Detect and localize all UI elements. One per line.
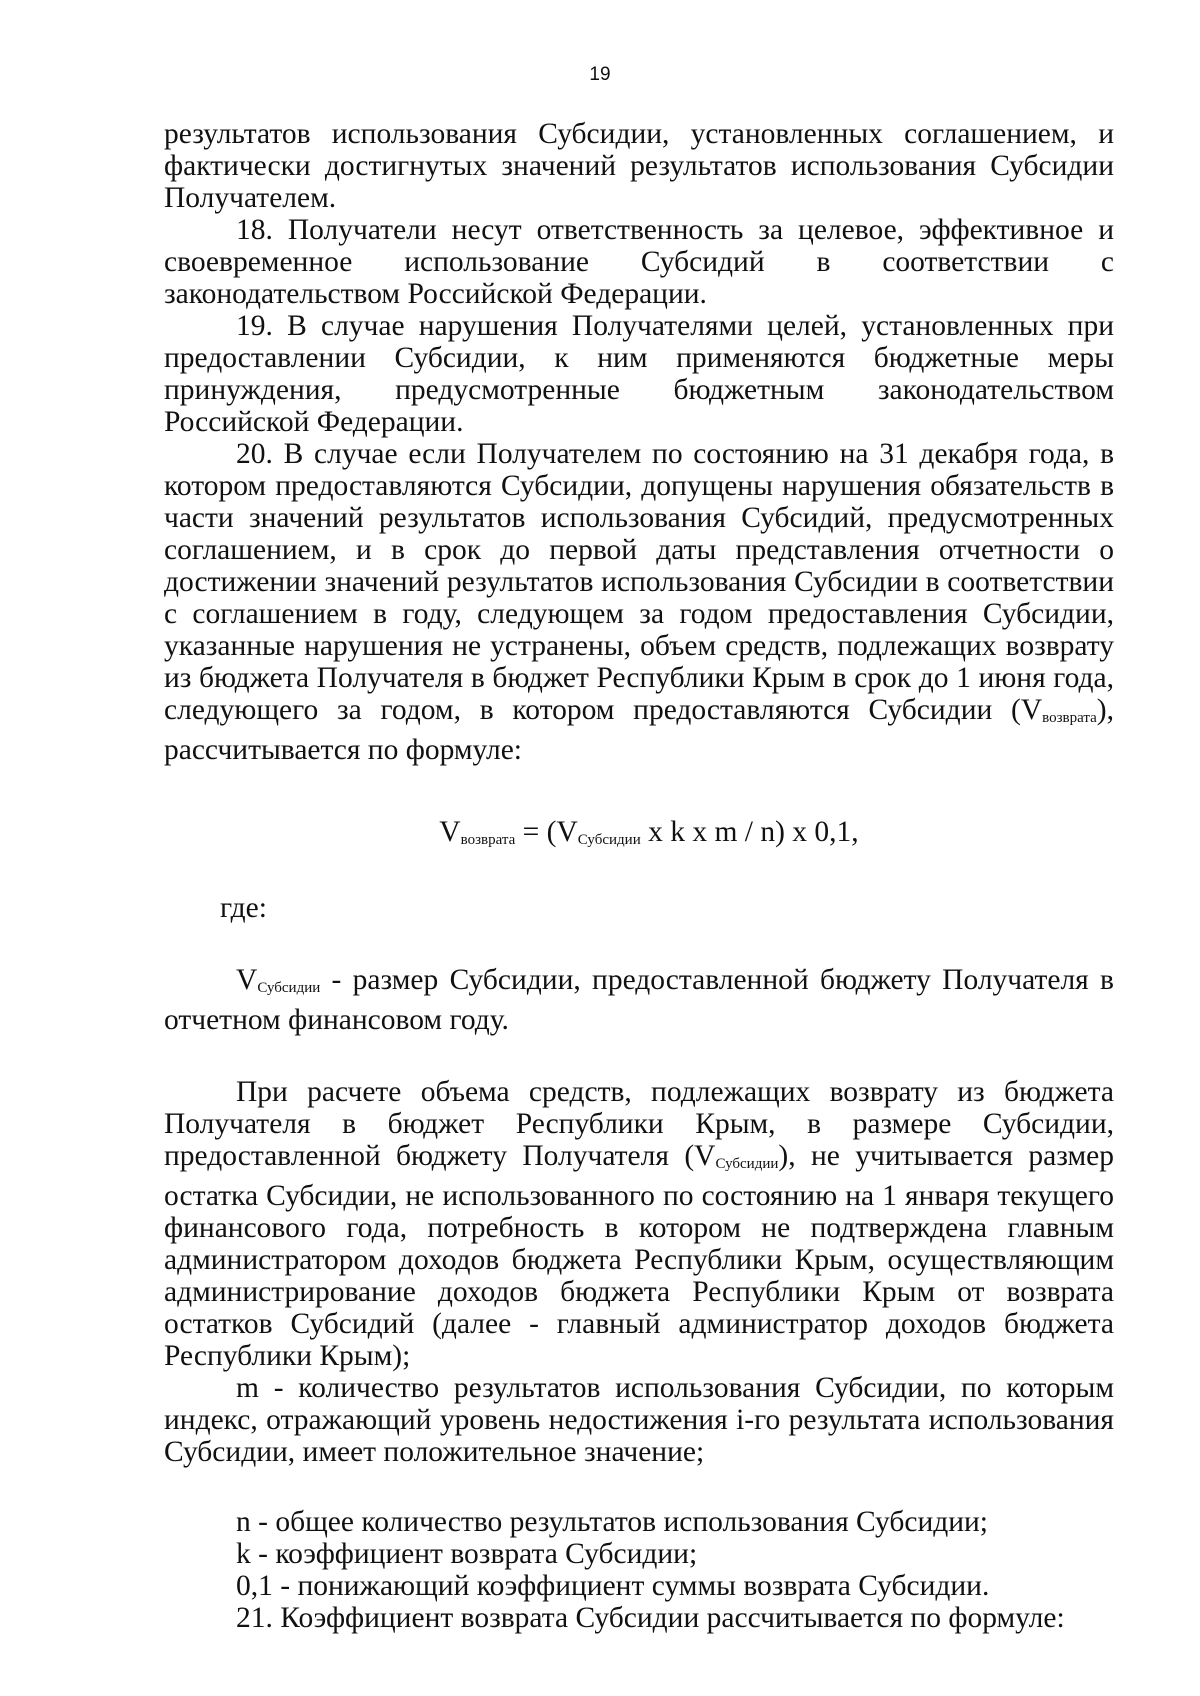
list-item-k: k - коэффициент возврата Субсидии; — [236, 1538, 698, 1570]
paragraph-20 — [164, 438, 1114, 766]
paragraph-20-subscript: возврата — [1042, 710, 1097, 726]
calc-start: При расчете объема средств, подлежащих возврату из бюджета Получателя в бюджет Республики Крым, в размере Субсидии, предоставленной бюджету Получателя (V — [164, 1076, 1114, 1172]
list-item-n: n - общее количество результатов использования Субсидии; — [236, 1506, 989, 1538]
paragraph-18: 18. Получатели несут ответственность за целевое, эффективное и своевременное использование Субсидий в соответствии с законодательством Российской Федерации. — [164, 214, 1114, 310]
return-formula — [164, 816, 1114, 856]
paragraph-20-tail: ), рассчитывается по формуле: — [164, 694, 1114, 766]
list-item-coef: 0,1 - понижающий коэффициент суммы возврата Субсидии. — [236, 1570, 990, 1602]
calc-end: ), не учитывается размер остатка Субсидии, не использованного по состоянию на 1 января текущего финансового года, потребность в котором не подтверждена главным администратором доходов бюджета Республики Крым, осуществляющим администрирование доходов бюджета Республики Крым от возврата остатков Субсидий (далее - главный администратор доходов бюджета Республики Крым); — [164, 1140, 1114, 1372]
definitions-list — [164, 1506, 1114, 1634]
vsub-v: V — [236, 964, 258, 996]
paragraph-19: 19. В случае нарушения Получателями целей, установленных при предоставлении Субсидии, к ним применяются бюджетные меры принуждения, предусмотренные бюджетным законодательством Российской Федерации. — [164, 310, 1114, 438]
calc-subscript: Субсидии — [715, 1156, 779, 1172]
vsub-definition — [164, 964, 1114, 1036]
formula-rest: x k x m / n) x 0,1, — [640, 816, 859, 848]
where-label: где: — [220, 892, 267, 924]
formula-v-subscript: возврата — [460, 832, 516, 848]
paragraph-20-text: 20. В случае если Получателем по состоянию на 31 декабря года, в котором предоставляются Субсидии, допущены нарушения обязательств в части значений результатов использования Субсидий, предусмотренных соглашением, и в срок до первой даты представления отчетности о достижении значений результатов использования Субсидии в соответствии с соглашением в году, следующем за годом предоставления Субсидии, указанные нарушения не устранены, объем средств, подлежащих возврату из бюджета Получателя в бюджет Республики Крым в срок до 1 июня года, следующего за годом, в котором предоставляются Субсидии (V — [164, 438, 1114, 726]
m-definition: m - количество результатов использования Субсидии, по которым индекс, отражающий уровень недостижения i-го результата использования Субсидии, имеет положительное значение; — [164, 1372, 1114, 1468]
vsub-text: - размер Субсидии, предоставленной бюджету Получателя в отчетном финансовом году. — [164, 964, 1114, 1036]
formula-v: V — [439, 816, 461, 848]
page-number: 19 — [589, 64, 611, 85]
vsub-subscript: Субсидии — [257, 980, 321, 996]
paragraph-continuation: результатов использования Субсидии, установленных соглашением, и фактически достигнутых значений результатов использования Субсидии Получателем. — [164, 118, 1114, 214]
paragraph-21: 21. Коэффициент возврата Субсидии рассчитывается по формуле: — [236, 1602, 1065, 1634]
formula-equals: = (V — [515, 816, 578, 848]
document-body — [164, 118, 1114, 1634]
formula-vs-subscript: Субсидии — [577, 832, 641, 848]
calc-paragraph — [164, 1076, 1114, 1372]
